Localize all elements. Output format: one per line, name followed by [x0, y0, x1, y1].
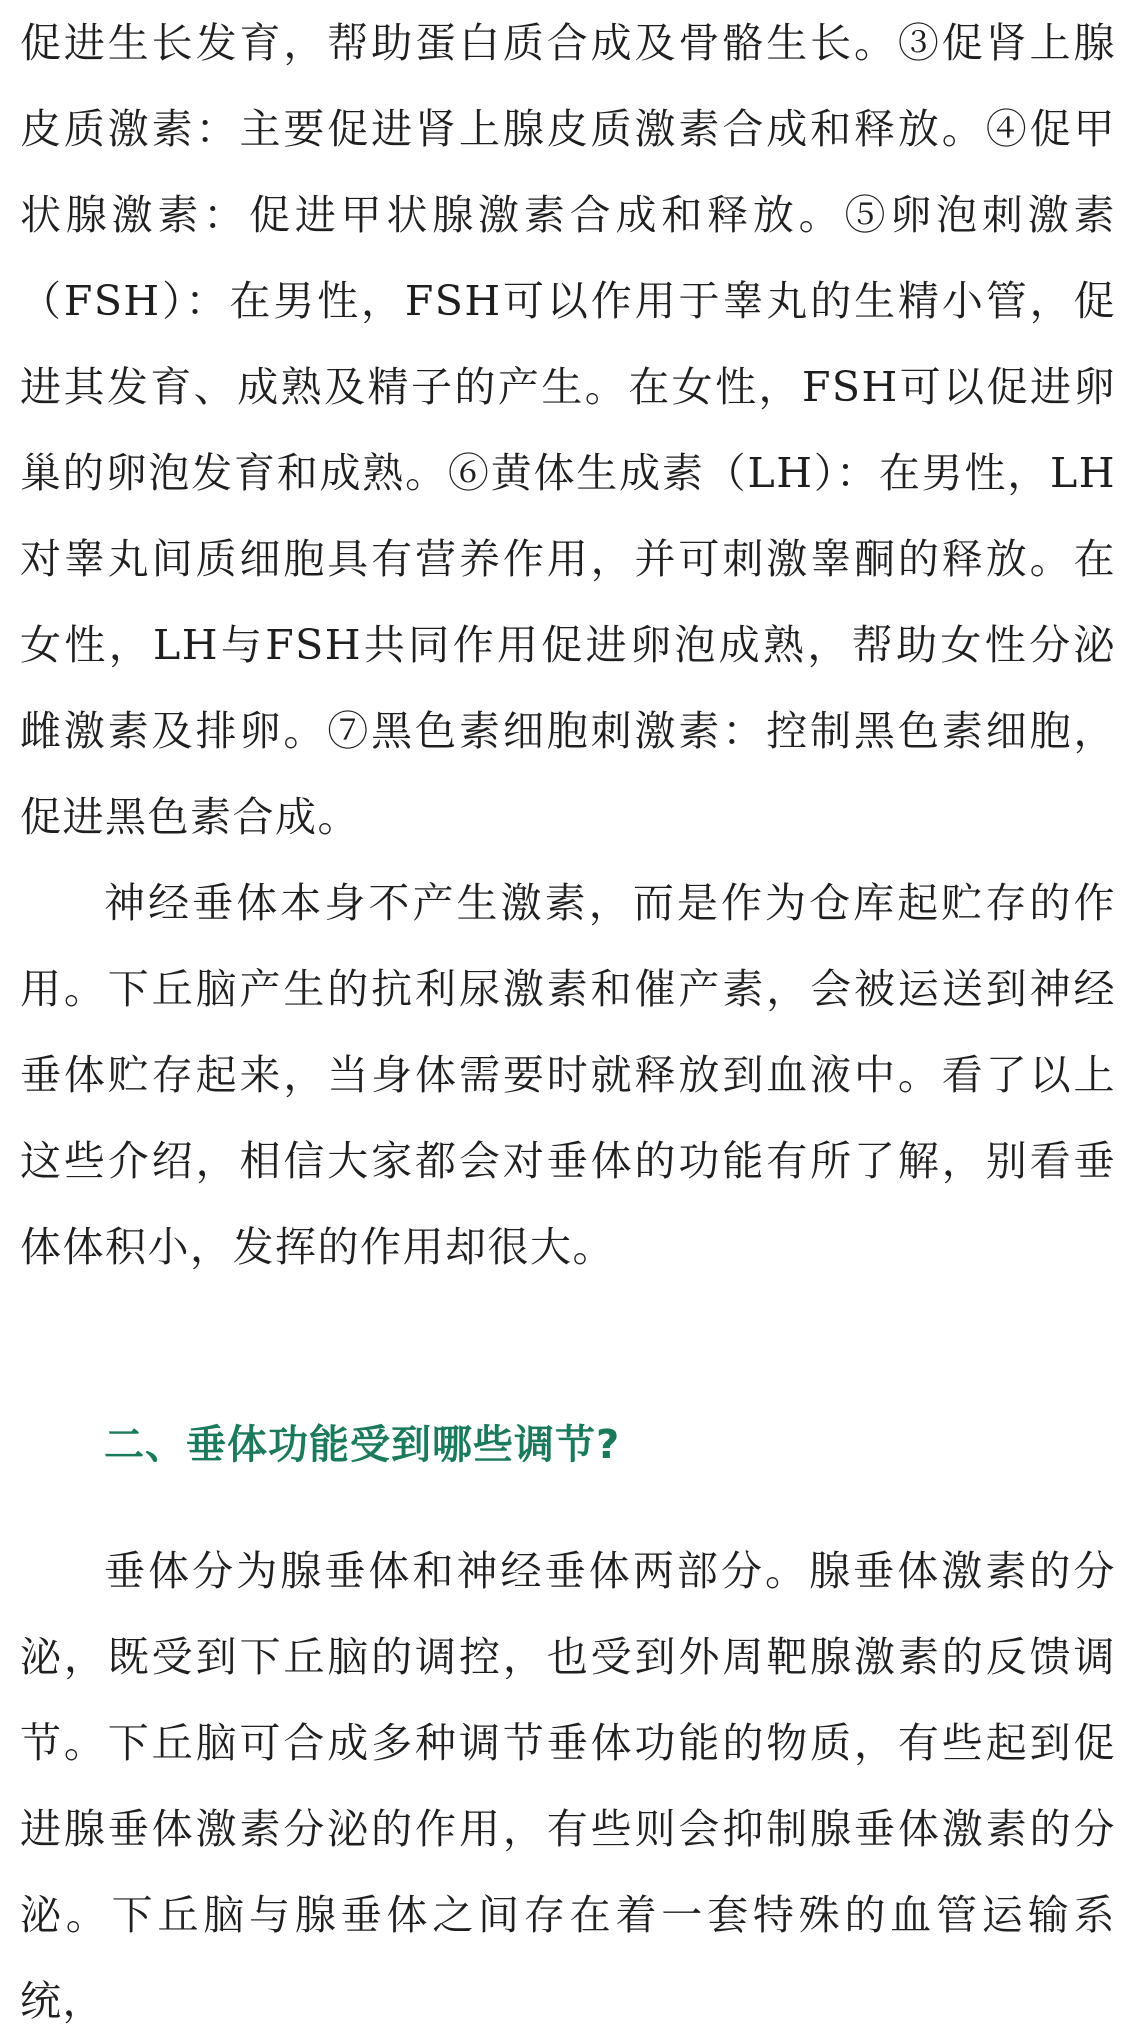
body-paragraph: 垂体分为腺垂体和神经垂体两部分。腺垂体激素的分泌，既受到下丘脑的调控，也受到外周靶腺激素的反馈调节。下丘脑可合成多种调节垂体功能的物质，有些起到促进腺垂体激素分泌的作用，有些则会抑制腺垂体激素的分泌。下丘脑与腺垂体之间存在着一套特殊的血管运输系统，	[20, 1547, 1116, 2025]
body-paragraph: 促进生长发育，帮助蛋白质合成及骨骼生长。③促肾上腺皮质激素：主要促进肾上腺皮质激素合成和释放。④促甲状腺激素：促进甲状腺激素合成和释放。⑤卵泡刺激素（FSH）：在男性，FSH可以作用于睾丸的生精小管，促进其发育、成熟及精子的产生。在女性，FSH可以促进卵巢的卵泡发育和成熟。⑥黄体生成素（LH）：在男性，LH对睾丸间质细胞具有营养作用，并可刺激睾酮的释放。在女性，LH与FSH共同作用促进卵泡成熟，帮助女性分泌雌激素及排卵。⑦黑色素细胞刺激素：控制黑色素细胞，促进黑色素合成。	[20, 19, 1116, 841]
section-spacer	[20, 1290, 1116, 1402]
section-heading: 二、垂体功能受到哪些调节?	[104, 1422, 621, 1468]
document-page	[20, 0, 1116, 2044]
section-spacer	[20, 1488, 1116, 1528]
body-paragraph: 神经垂体本身不产生激素，而是作为仓库起贮存的作用。下丘脑产生的抗利尿激素和催产素，会被运送到神经垂体贮存起来，当身体需要时就释放到血液中。看了以上这些介绍，相信大家都会对垂体的功能有所了解，别看垂体体积小，发挥的作用却很大。	[20, 879, 1116, 1271]
